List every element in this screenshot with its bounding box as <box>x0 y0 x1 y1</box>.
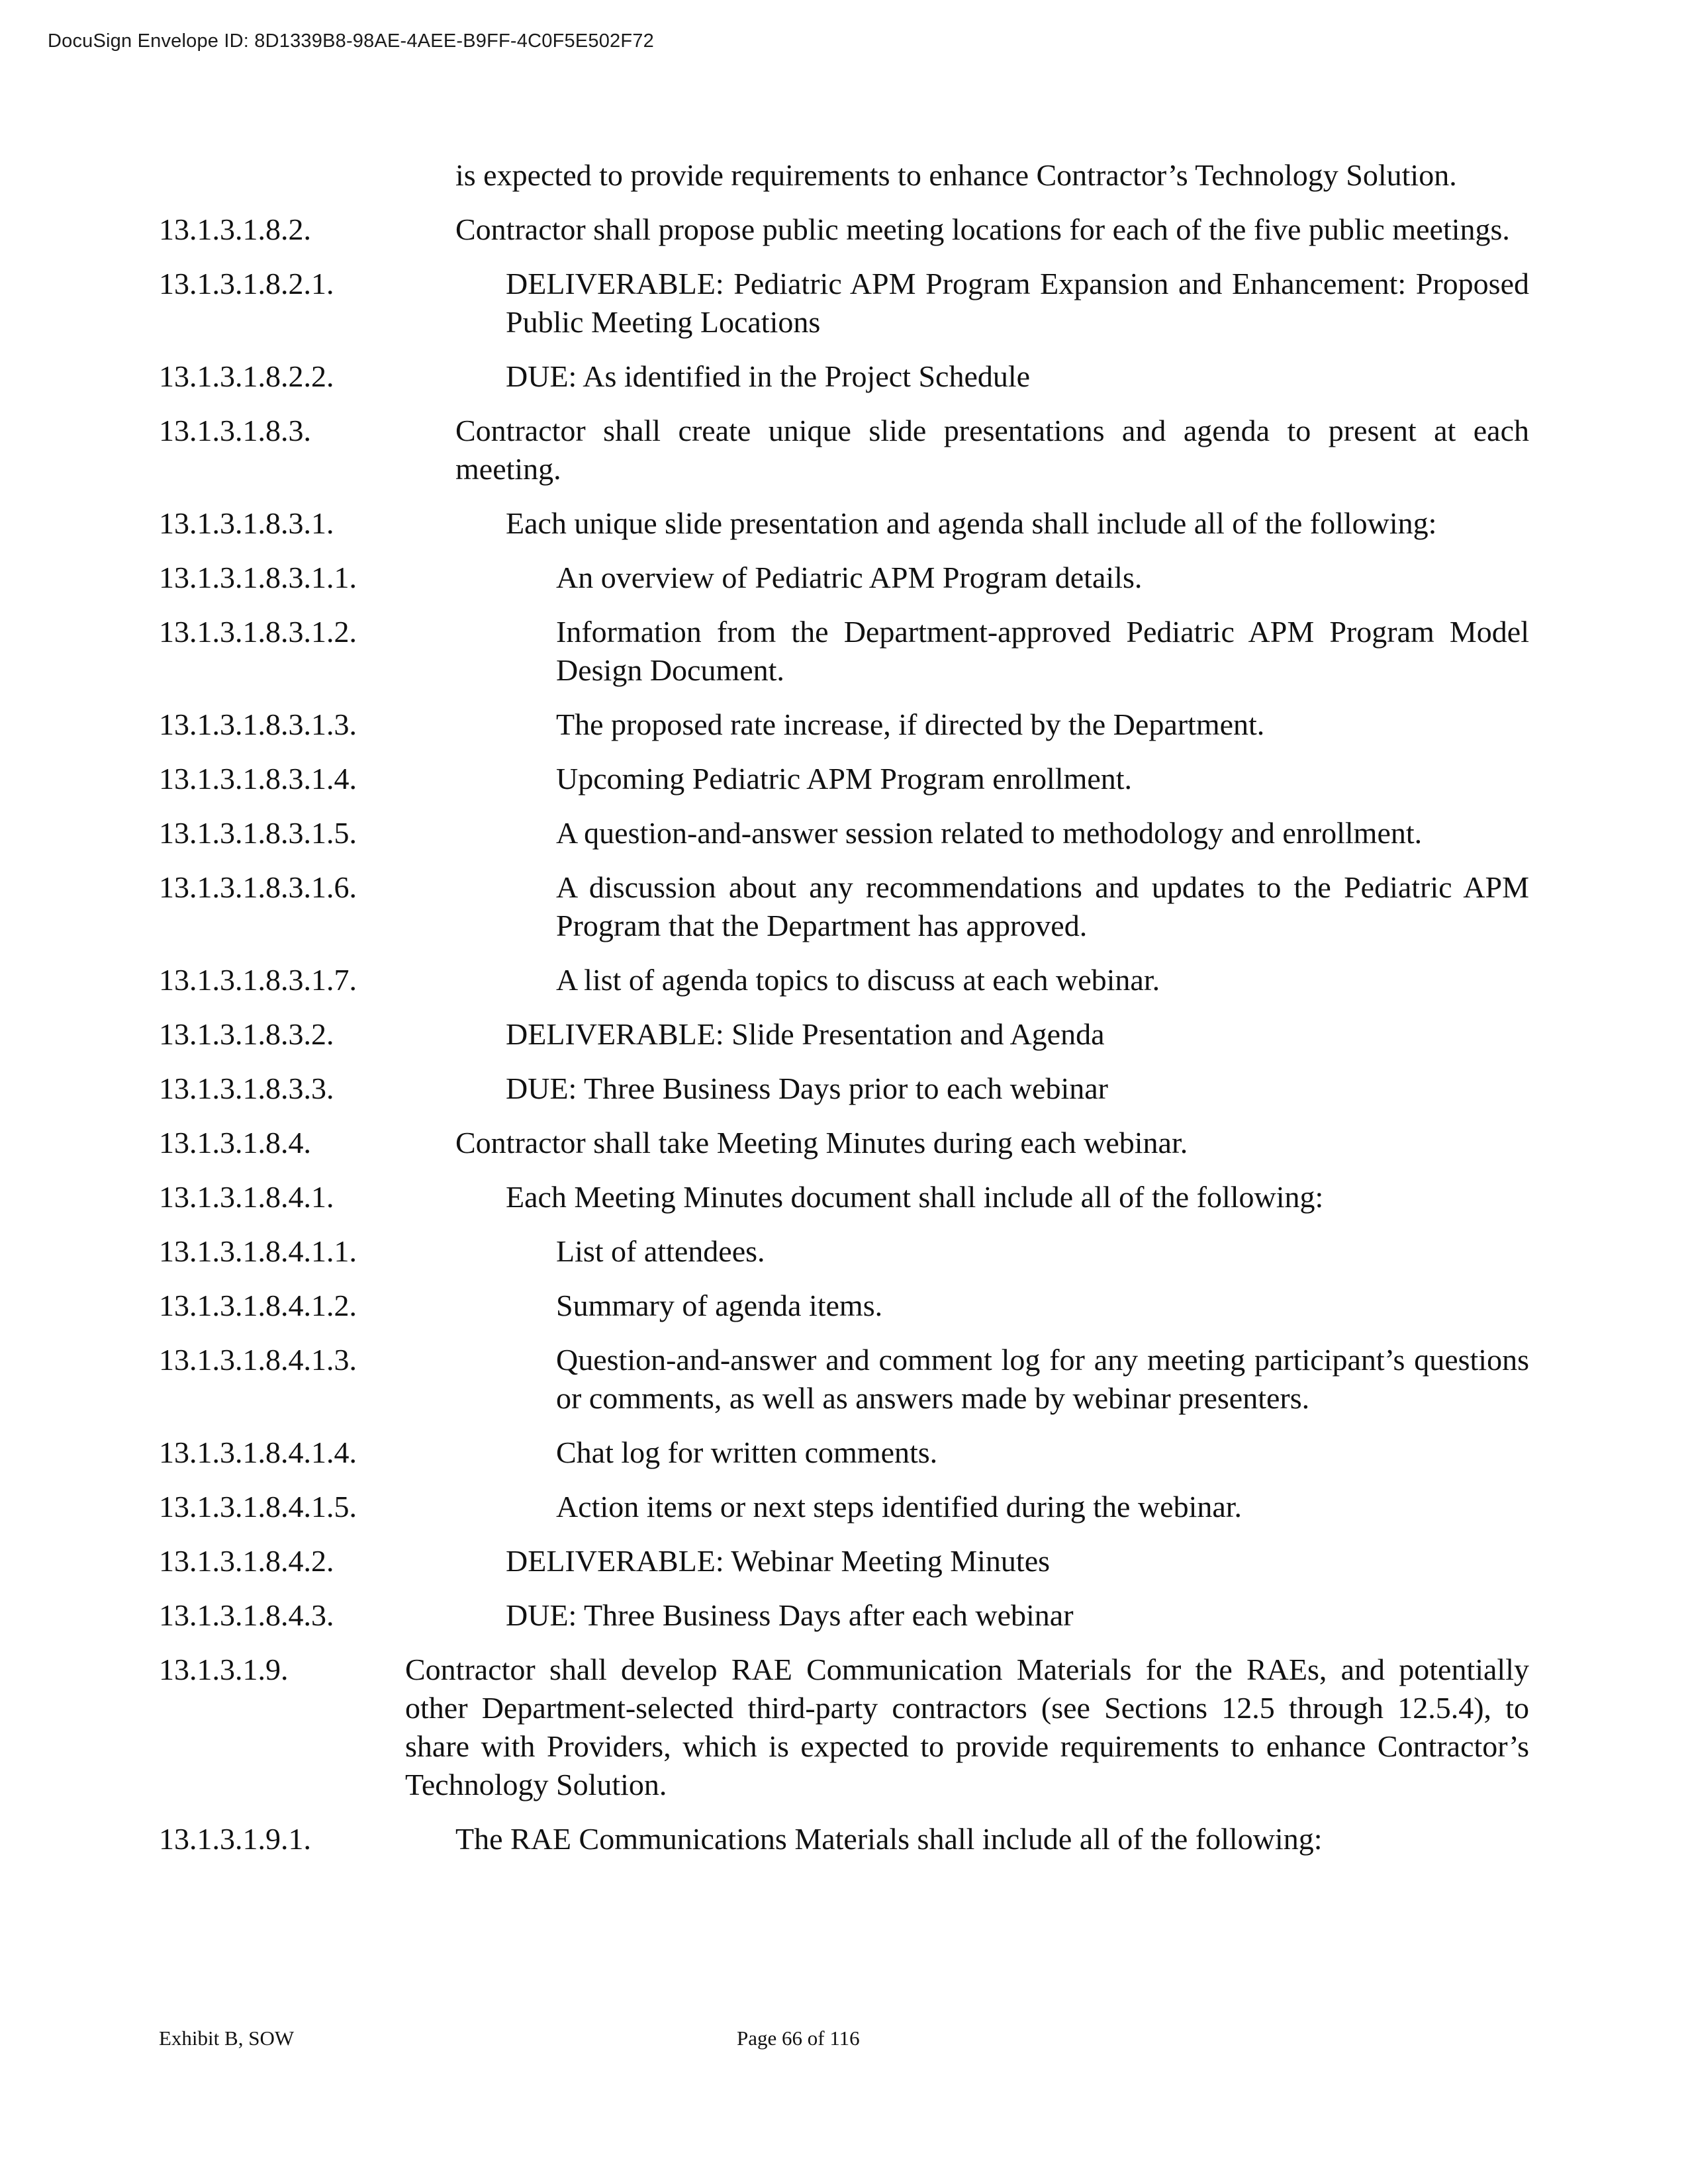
section-number: 13.1.3.1.8.4.3. <box>159 1598 334 1632</box>
section-text: The RAE Communications Materials shall include all of the following: <box>455 1822 1323 1856</box>
section-text: A discussion about any recommendations and updates to the Pediatric APM Program that the Department has approved. <box>556 870 1529 942</box>
list-item <box>0 613 1688 690</box>
section-number: 13.1.3.1.8.3.1.3. <box>159 707 357 741</box>
section-text: DUE: As identified in the Project Schedule <box>506 359 1031 393</box>
section-number: 13.1.3.1.8.4.1.2. <box>159 1289 357 1322</box>
footer-page-number: Page 66 of 116 <box>737 2026 860 2050</box>
list-item <box>0 1341 1688 1418</box>
section-text: Contractor shall create unique slide presentations and agenda to present at each meeting. <box>455 414 1529 486</box>
section-text: The proposed rate increase, if directed by the Department. <box>556 707 1265 741</box>
list-item <box>0 814 1688 852</box>
section-number: 13.1.3.1.8.4.1. <box>159 1180 334 1214</box>
section-text: DELIVERABLE: Pediatric APM Program Expansion and Enhancement: Proposed Public Meeting Locations <box>506 267 1529 339</box>
section-text: DUE: Three Business Days after each webinar <box>506 1598 1074 1632</box>
section-text: Information from the Department-approved Pediatric APM Program Model Design Document. <box>556 615 1529 687</box>
section-number: 13.1.3.1.8.4.1.5. <box>159 1490 357 1524</box>
section-number: 13.1.3.1.8.4. <box>159 1126 311 1160</box>
section-text: Each unique slide presentation and agenda shall include all of the following: <box>506 506 1437 540</box>
section-text: Summary of agenda items. <box>556 1289 883 1322</box>
section-number: 13.1.3.1.8.3.3. <box>159 1071 334 1105</box>
section-number: 13.1.3.1.8.2. <box>159 212 311 246</box>
section-number: 13.1.3.1.8.3.1.5. <box>159 816 357 850</box>
list-item <box>0 210 1688 249</box>
list-item <box>0 1124 1688 1162</box>
section-number: 13.1.3.1.9.1. <box>159 1822 311 1856</box>
list-item <box>0 504 1688 543</box>
section-number: 13.1.3.1.8.3.2. <box>159 1017 334 1051</box>
section-text: Action items or next steps identified during the webinar. <box>556 1490 1243 1524</box>
section-text: Contractor shall develop RAE Communication Materials for the RAEs, and potentially other Department-selected third-party contractors (see Sections 12.5 through 12.5.4), to share with Providers, which is expected to provide requirements to enhance Contractor’s Technology Solution. <box>405 1653 1529 1801</box>
list-item <box>0 1287 1688 1325</box>
list-item <box>0 760 1688 798</box>
section-text: Each Meeting Minutes document shall include all of the following: <box>506 1180 1324 1214</box>
section-number: 13.1.3.1.8.4.1.1. <box>159 1234 357 1268</box>
section-text: Question-and-answer and comment log for any meeting participant’s questions or comments, as well as answers made by webinar presenters. <box>556 1343 1529 1415</box>
document-body <box>0 156 1688 1874</box>
section-number: 13.1.3.1.8.3.1.1. <box>159 561 357 594</box>
list-item <box>0 357 1688 396</box>
list-item <box>0 265 1688 341</box>
list-item <box>0 156 1688 195</box>
section-text: is expected to provide requirements to enhance Contractor’s Technology Solution. <box>455 158 1457 192</box>
section-text: An overview of Pediatric APM Program details. <box>556 561 1143 594</box>
list-item <box>0 705 1688 744</box>
section-text: Contractor shall propose public meeting locations for each of the five public meetings. <box>455 212 1510 246</box>
section-number: 13.1.3.1.8.4.1.4. <box>159 1435 357 1469</box>
section-number: 13.1.3.1.8.3.1. <box>159 506 334 540</box>
section-text: Chat log for written comments. <box>556 1435 938 1469</box>
section-text: A question-and-answer session related to methodology and enrollment. <box>556 816 1423 850</box>
section-text: A list of agenda topics to discuss at each webinar. <box>556 963 1160 997</box>
list-item <box>0 1178 1688 1216</box>
list-item <box>0 1069 1688 1108</box>
section-number: 13.1.3.1.8.3. <box>159 414 311 447</box>
section-number: 13.1.3.1.8.4.2. <box>159 1544 334 1578</box>
docusign-envelope-id: DocuSign Envelope ID: 8D1339B8-98AE-4AEE-B9FF-4C0F5E502F72 <box>48 30 654 52</box>
list-item <box>0 1433 1688 1472</box>
list-item <box>0 1651 1688 1804</box>
section-number: 13.1.3.1.8.2.2. <box>159 359 334 393</box>
section-number: 13.1.3.1.9. <box>159 1653 289 1686</box>
list-item <box>0 1488 1688 1526</box>
list-item <box>0 412 1688 488</box>
list-item <box>0 1232 1688 1271</box>
list-item <box>0 1596 1688 1635</box>
footer-exhibit-label: Exhibit B, SOW <box>159 2026 295 2050</box>
section-number: 13.1.3.1.8.3.1.2. <box>159 615 357 649</box>
list-item <box>0 1542 1688 1580</box>
section-text: Upcoming Pediatric APM Program enrollment. <box>556 762 1133 796</box>
section-number: 13.1.3.1.8.2.1. <box>159 267 334 300</box>
list-item <box>0 868 1688 945</box>
list-item <box>0 961 1688 999</box>
section-text: DELIVERABLE: Slide Presentation and Agenda <box>506 1017 1105 1051</box>
section-number: 13.1.3.1.8.3.1.6. <box>159 870 357 904</box>
list-item <box>0 1015 1688 1054</box>
section-number: 13.1.3.1.8.3.1.7. <box>159 963 357 997</box>
list-item <box>0 559 1688 597</box>
section-text: List of attendees. <box>556 1234 765 1268</box>
section-number: 13.1.3.1.8.4.1.3. <box>159 1343 357 1377</box>
section-number: 13.1.3.1.8.3.1.4. <box>159 762 357 796</box>
list-item <box>0 1820 1688 1858</box>
section-text: DUE: Three Business Days prior to each webinar <box>506 1071 1108 1105</box>
section-text: DELIVERABLE: Webinar Meeting Minutes <box>506 1544 1051 1578</box>
section-text: Contractor shall take Meeting Minutes during each webinar. <box>455 1126 1188 1160</box>
